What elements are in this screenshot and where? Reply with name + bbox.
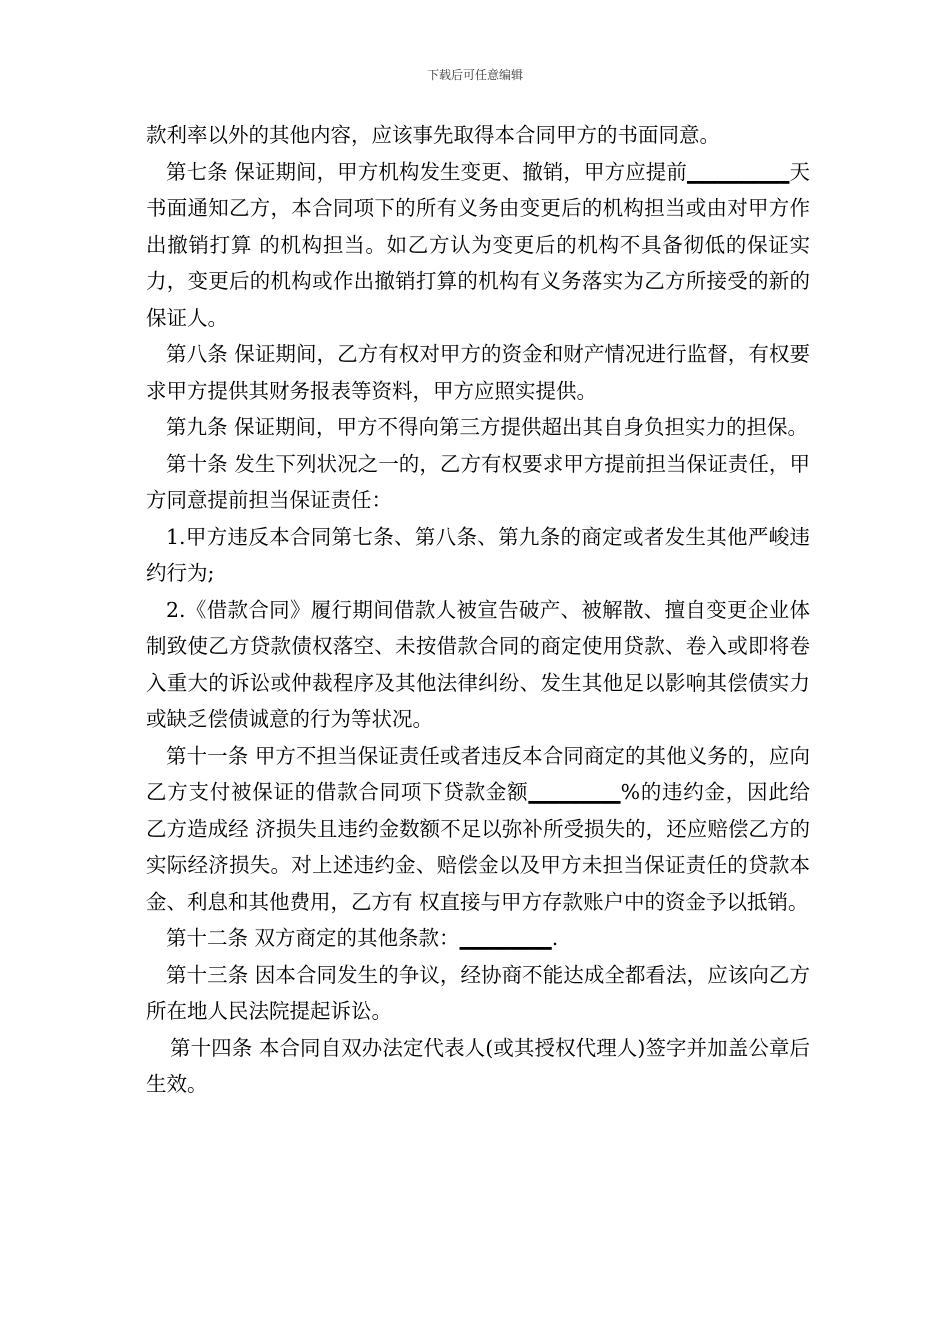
blank-other-terms: _________ xyxy=(459,926,552,950)
article-9: 第九条 保证期间，甲方不得向第三方提供超出其自身负担实力的担保。 xyxy=(166,415,809,439)
paragraph-continuation: 款利率以外的其他内容，应该事先取得本合同甲方的书面同意。 xyxy=(146,123,720,147)
document-body xyxy=(146,117,810,1103)
article-10-item-1: 1.甲方违反本合同第七条、第八条、第九条的商定或者发生其他严峻违约行为; xyxy=(146,524,810,585)
article-7: 第七条 保证期间，甲方机构发生变更、撤销，甲方应提前__________天书面通知乙方，本合同项下的所有义务由变更后的机构担当或由对甲方作出撤销打算 的机构担当。如乙方认为变更后的机构不具备彻低的保证实力，变更后的机构或作出撤销打算的机构有义务落实为乙方所接受的新的保证人。 xyxy=(146,159,811,330)
article-12: 第十二条 双方商定的其他条款：_________. xyxy=(166,926,559,950)
article-10: 第十条 发生下列状况之一的，乙方有权要求甲方提前担当保证责任，甲方同意提前担当保证责任： xyxy=(146,451,810,512)
page-header: 下载后可任意编辑 xyxy=(426,68,523,82)
blank-percent: _________ xyxy=(528,780,621,804)
blank-days: __________ xyxy=(686,159,790,184)
article-13: 第十三条 因本合同发生的争议，经协商不能达成全都看法，应该向乙方所在地人民法院提起诉讼。 xyxy=(146,962,810,1023)
article-14: 第十四条 本合同自双办法定代表人(或其授权代理人)签字并加盖公章后生效。 xyxy=(146,1035,810,1096)
article-8: 第八条 保证期间，乙方有权对甲方的资金和财产情况进行监督，有权要求甲方提供其财务报表等资料，甲方应照实提供。 xyxy=(146,342,810,403)
article-11: 第十一条 甲方不担当保证责任或者违反本合同商定的其他义务的，应向乙方支付被保证的借款合同项下贷款金额_________%的违约金，因此给乙方造成经 济损失且违约金数额不足以弥补所受损失的，还应赔偿乙方的实际经济损失。对上述违约金、赔偿金以及甲方未担当保证责任的贷款本金、利息和其他费用，乙方有 权直接与甲方存款账户中的资金予以抵销。 xyxy=(146,743,811,914)
article-10-item-2: 2.《借款合同》履行期间借款人被宣告破产、被解散、擅自变更企业体制致使乙方贷款债权落空、未按借款合同的商定使用贷款、卷入或即将卷入重大的诉讼或仲裁程序及其他法律纠纷、发生其他足以影响其偿债实力或缺乏偿债诚意的行为等状况。 xyxy=(146,597,810,731)
